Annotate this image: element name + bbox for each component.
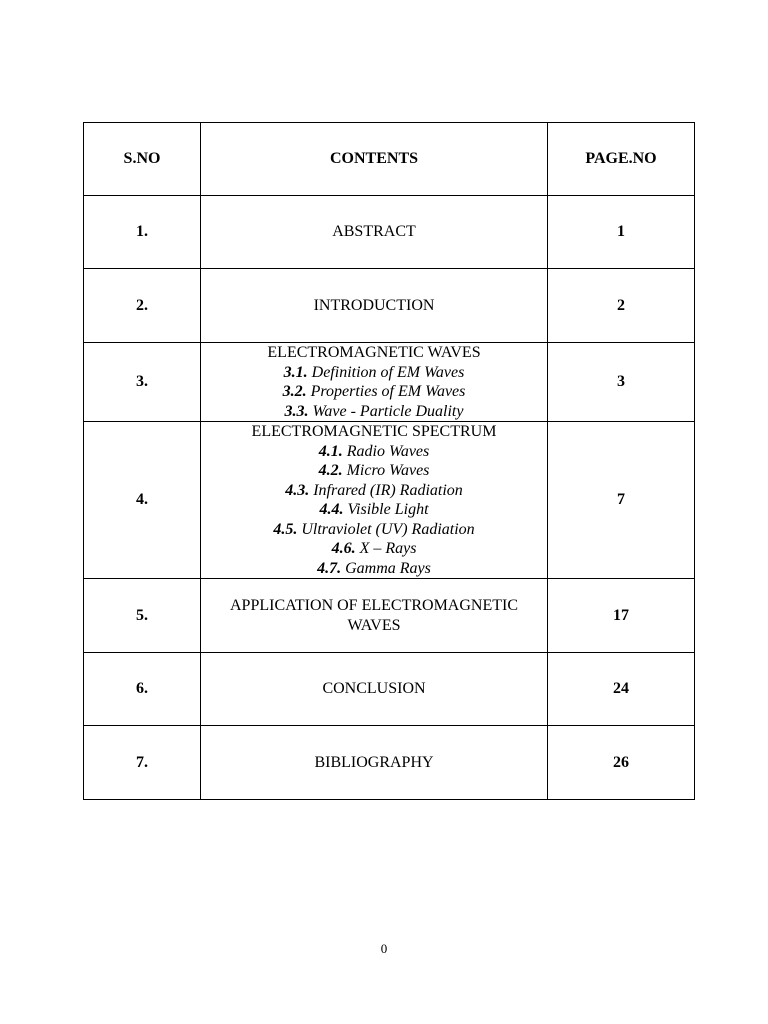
subsection-item: [207, 461, 541, 481]
subsection-text: Radio Waves: [346, 442, 430, 460]
row-page: 24: [548, 653, 695, 726]
table-row: [84, 269, 695, 343]
section-title: INTRODUCTION: [313, 296, 435, 314]
section-title: ELECTROMAGNETIC WAVES: [267, 344, 481, 361]
table-row: [84, 343, 695, 422]
subsection-number: 4.7.: [317, 559, 342, 577]
subsection-number: 4.3.: [285, 481, 310, 499]
table-row: [84, 579, 695, 653]
subsection-number: 3.1.: [283, 363, 308, 381]
row-title: [201, 196, 548, 269]
section-title: BIBLIOGRAPHY: [314, 753, 434, 771]
table-row: [84, 726, 695, 800]
subsection-item: [207, 402, 541, 422]
row-title: [201, 422, 548, 579]
subsection-item: [207, 539, 541, 559]
subsection-item: [207, 442, 541, 462]
row-page: 3: [548, 343, 695, 422]
subsection-number: 3.2.: [282, 383, 307, 400]
header-page: PAGE.NO: [548, 123, 695, 196]
subsection-item: [207, 559, 541, 579]
row-sno: 3.: [84, 343, 201, 422]
subsection-number: 4.5.: [273, 520, 298, 538]
subsection-text: Properties of EM Waves: [310, 383, 466, 400]
row-title: [201, 579, 548, 653]
row-title: [201, 343, 548, 422]
row-sno: 4.: [84, 422, 201, 579]
row-page: 26: [548, 726, 695, 800]
subsection-number: 4.6.: [331, 540, 356, 557]
subsection-item: [207, 382, 541, 402]
subsection-item: [207, 363, 541, 383]
row-title: [201, 269, 548, 343]
page-number: 0: [380, 941, 388, 956]
subsection-item: [207, 520, 541, 540]
subsection-number: 4.4.: [319, 501, 344, 518]
subsection-text: Wave - Particle Duality: [312, 402, 464, 420]
row-sno: 6.: [84, 653, 201, 726]
subsection-item: [207, 481, 541, 501]
table-of-contents: [83, 122, 695, 800]
section-title: CONCLUSION: [322, 680, 426, 698]
subsection-number: 4.1.: [318, 442, 343, 460]
row-page: 1: [548, 196, 695, 269]
header-sno: S.NO: [84, 123, 201, 196]
row-sno: 7.: [84, 726, 201, 800]
row-title: [201, 726, 548, 800]
subsection-number: 3.3.: [284, 402, 309, 420]
subsection-text: Gamma Rays: [345, 559, 431, 577]
row-sno: 2.: [84, 269, 201, 343]
subsection-number: 4.2.: [318, 462, 343, 479]
row-sno: 1.: [84, 196, 201, 269]
header-contents: CONTENTS: [201, 123, 548, 196]
section-title: APPLICATION OF ELECTROMAGNETIC WAVES: [230, 597, 518, 634]
subsection-text: Visible Light: [347, 501, 429, 518]
row-page: 7: [548, 422, 695, 579]
subsection-text: X – Rays: [359, 540, 417, 557]
table-row: [84, 422, 695, 579]
header-row: [84, 123, 695, 196]
subsection-text: Definition of EM Waves: [311, 363, 465, 381]
table-row: [84, 196, 695, 269]
section-title: ABSTRACT: [332, 223, 416, 241]
section-title: ELECTROMAGNETIC SPECTRUM: [251, 423, 497, 440]
row-sno: 5.: [84, 579, 201, 653]
row-title: [201, 653, 548, 726]
subsection-text: Micro Waves: [346, 462, 430, 479]
row-page: 17: [548, 579, 695, 653]
table-row: [84, 653, 695, 726]
subsection-text: Infrared (IR) Radiation: [313, 481, 463, 499]
subsection-text: Ultraviolet (UV) Radiation: [301, 520, 475, 538]
subsection-item: [207, 500, 541, 520]
row-page: 2: [548, 269, 695, 343]
